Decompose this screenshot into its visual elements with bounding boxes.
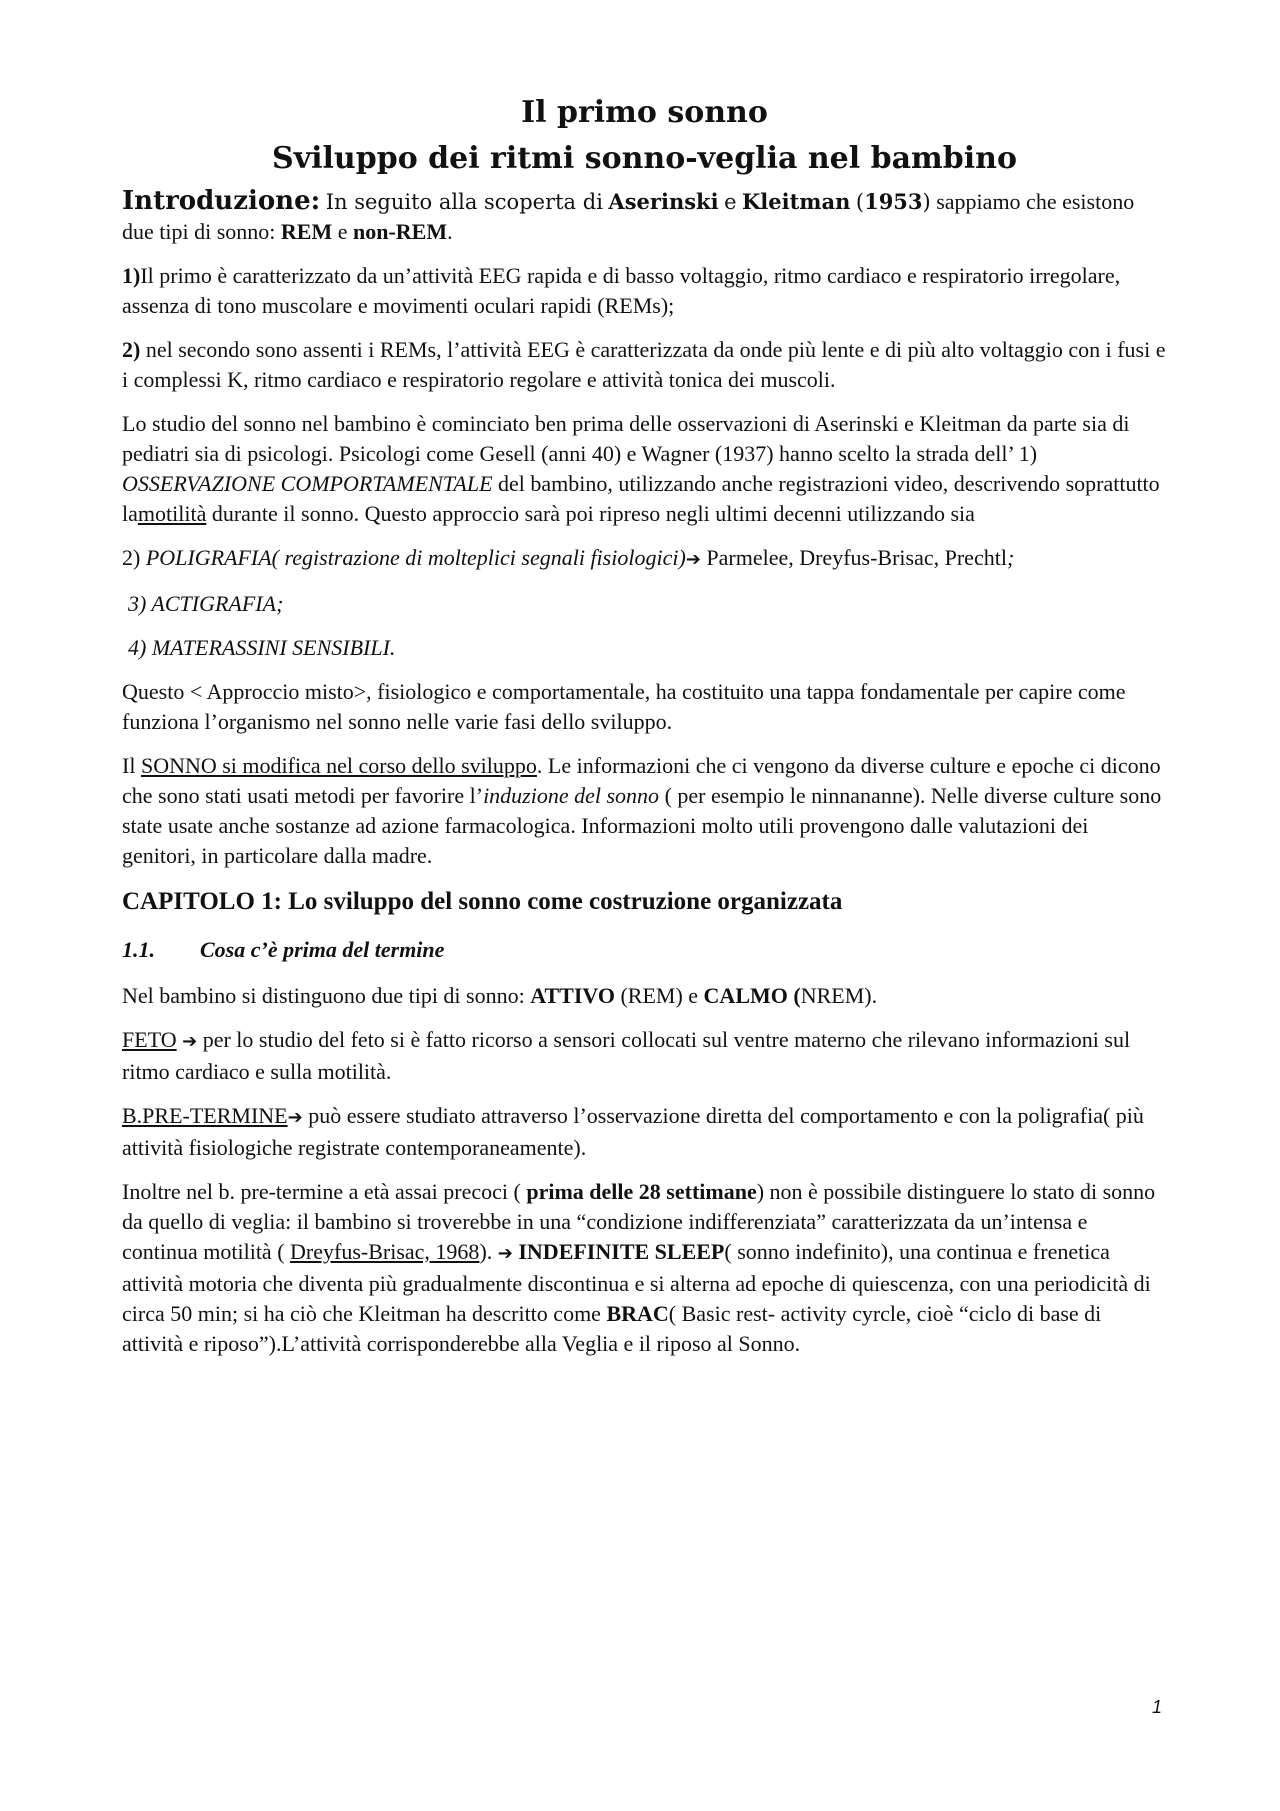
intro-name-aserinski: Aserinski — [608, 189, 719, 214]
indefinite-text-5: ( Basic rest- activity cyrcle, cioè “ciclo di base di attività e riposo”).L’attività corrisponderebbe alla Veglia e il riposo al Sonno. — [122, 1301, 1102, 1356]
polygraphy-semicolon: ; — [1006, 545, 1015, 570]
study-text-1: Lo studio del sonno nel bambino è cominciato ben prima delle osservazioni di Aserinski e Kleitman da parte sia di pediatri sia di psicologi. Psicologi come Gesell (anni 40) e Wagner (1937) hanno scelto la strada dell’ 1) — [122, 411, 1130, 466]
rem-description-text: Il primo è caratterizzato da un’attività EEG rapida e di basso voltaggio, ritmo cardiaco e respiratorio irregolare, assenza di tono muscolare e movimenti oculari rapidi (REMs); — [122, 263, 1121, 318]
polygraphy-term: POLIGRAFIA( registrazione di molteplici segnali fisiologici) — [145, 545, 686, 570]
motility-term: motilità — [137, 501, 207, 526]
preterm-term: B.PRE-TERMINE — [122, 1103, 288, 1128]
paragraph-indefinite-sleep — [122, 1177, 1167, 1359]
section-title: Cosa c’è prima del termine — [200, 937, 445, 962]
brac-term: BRAC — [606, 1301, 669, 1326]
citation-dreyfus: Dreyfus-Brisac, 1968 — [290, 1239, 480, 1264]
indefinite-text-4: ( sonno indefinito), una continua e frenetica attività motoria che diventa più gradualmente discontinua e si alterna ad epoche di quiescenza, con una periodicità di circa 50 min; si ha ciò che Kleitman ha descritto come — [122, 1239, 1151, 1326]
arrow-icon: ➔ — [287, 1107, 303, 1128]
paragraph-nrem-description — [122, 335, 1167, 395]
observation-term: OSSERVAZIONE COMPORTAMENTALE — [122, 471, 493, 496]
development-text-1: Il — [122, 753, 136, 778]
polygraphy-names: Parmelee, Dreyfus-Brisac, Prechtl — [706, 545, 1007, 570]
preterm-text: può essere studiato attraverso l’osservazione diretta del comportamento e con la poligrafia( più attività fisiologiche registrate contemporaneamente). — [122, 1103, 1144, 1160]
intro-rem: REM — [280, 219, 333, 244]
development-text-2: . Le informazioni che ci vengono da diverse culture e epoche ci dicono che sono stati usati metodi per favorire l’ — [122, 753, 1161, 808]
active-sleep-term: ATTIVO — [530, 983, 615, 1008]
intro-text-2: e — [724, 190, 737, 214]
study-text-3: durante il sonno. Questo approccio sarà poi ripreso negli ultimi decenni utilizzando sia — [211, 501, 975, 526]
paragraph-preterm — [122, 1101, 1167, 1163]
sleep-types-text-3: NREM). — [800, 983, 878, 1008]
intro-nonrem: non-REM — [352, 219, 448, 244]
indefinite-text-3: ). — [479, 1239, 493, 1264]
arrow-icon: ➔ — [182, 1031, 198, 1052]
intro-year: 1953 — [864, 189, 923, 214]
indefinite-sleep-term: INDEFINITE SLEEP — [518, 1239, 725, 1264]
sleep-induction-term: induzione del sonno — [483, 783, 660, 808]
intro-text-4: e — [337, 219, 348, 244]
intro-end: . — [447, 219, 453, 244]
nrem-description-text: nel secondo sono assenti i REMs, l’attività EEG è caratterizzata da onde più lente e di più alto voltaggio con i fusi e i complessi K, ritmo cardiaco e respiratorio regolare e attività tonica dei muscoli. — [122, 337, 1166, 392]
paragraph-rem-description — [122, 261, 1167, 321]
document-subtitle: Sviluppo dei ritmi sonno-veglia nel bambino — [272, 141, 1017, 176]
item-mattresses: 4) MATERASSINI SENSIBILI. — [128, 635, 396, 660]
paragraph-fetus — [122, 1025, 1167, 1087]
chapter-heading: CAPITOLO 1: Lo sviluppo del sonno come costruzione organizzata — [122, 888, 843, 915]
item-number-2: 2) — [122, 337, 141, 362]
sleep-change-term: SONNO si modifica nel corso dello sviluppo — [140, 753, 537, 778]
intro-name-kleitman: Kleitman — [742, 189, 851, 214]
weeks-term: prima delle 28 settimane — [526, 1179, 757, 1204]
intro-text-3: sappiamo che esistono due tipi di sonno: — [122, 189, 1135, 244]
paragraph-mixed-approach: Questo < Approccio misto>, fisiologico e comportamentale, ha costituito una tappa fondamentale per capire come funziona l’organismo nel sonno nelle varie fasi dello sviluppo. — [122, 679, 1126, 734]
item-actigraphy: 3) ACTIGRAFIA; — [128, 591, 284, 616]
sleep-types-text-2: (REM) e — [620, 983, 699, 1008]
arrow-icon: ➔ — [685, 549, 701, 570]
section-heading — [122, 935, 1167, 965]
intro-label: Introduzione: — [122, 186, 321, 216]
indefinite-text-2: ) non è possibile distinguere lo stato di sonno da quello di veglia: il bambino si troverebbe in una “condizione indifferenziata” caratterizzata da un’intensa e continua motilità ( — [122, 1179, 1156, 1264]
fetus-text: per lo studio del feto si è fatto ricorso a sensori collocati sul ventre materno che rilevano informazioni sul ritmo cardiaco e sulla motilità. — [122, 1027, 1131, 1084]
fetus-term: FETO — [122, 1027, 177, 1052]
item-number-1: 1) — [122, 263, 141, 288]
paragraph-sleep-development — [122, 751, 1167, 871]
sleep-types-text-1: Nel bambino si distinguono due tipi di sonno: — [122, 983, 525, 1008]
document-title: Il primo sonno — [521, 95, 768, 130]
polygraphy-number: 2) — [122, 545, 141, 570]
intro-text-1: In seguito alla scoperta di — [325, 190, 603, 214]
section-number: 1.1. — [122, 937, 155, 962]
paragraph-study-history — [122, 409, 1167, 529]
study-text-2: del bambino, utilizzando anche registrazioni video, descrivendo soprattutto la — [122, 471, 1160, 526]
intro-paragraph: Introduzione: In seguito alla scoperta di Aserinski e Kleitman (1953) sappiamo che esistono due tipi di sonno: REM e non-REM. — [122, 186, 1135, 244]
calm-sleep-term: CALMO ( — [703, 983, 801, 1008]
paragraph-sleep-types — [122, 981, 1167, 1011]
page-number: 1 — [1151, 1697, 1162, 1717]
arrow-icon: ➔ — [497, 1243, 513, 1264]
development-text-3: ( per esempio le ninnananne). Nelle diverse culture sono state usate anche sostanze ad azione farmacologica. Informazioni molto utili provengono dalle valutazioni dei genitori, in particolare dalla madre. — [122, 783, 1162, 868]
paragraph-polygraphy — [122, 543, 1167, 575]
indefinite-text-1: Inoltre nel b. pre-termine a età assai precoci ( — [122, 1179, 521, 1204]
page-content — [122, 90, 1167, 1373]
